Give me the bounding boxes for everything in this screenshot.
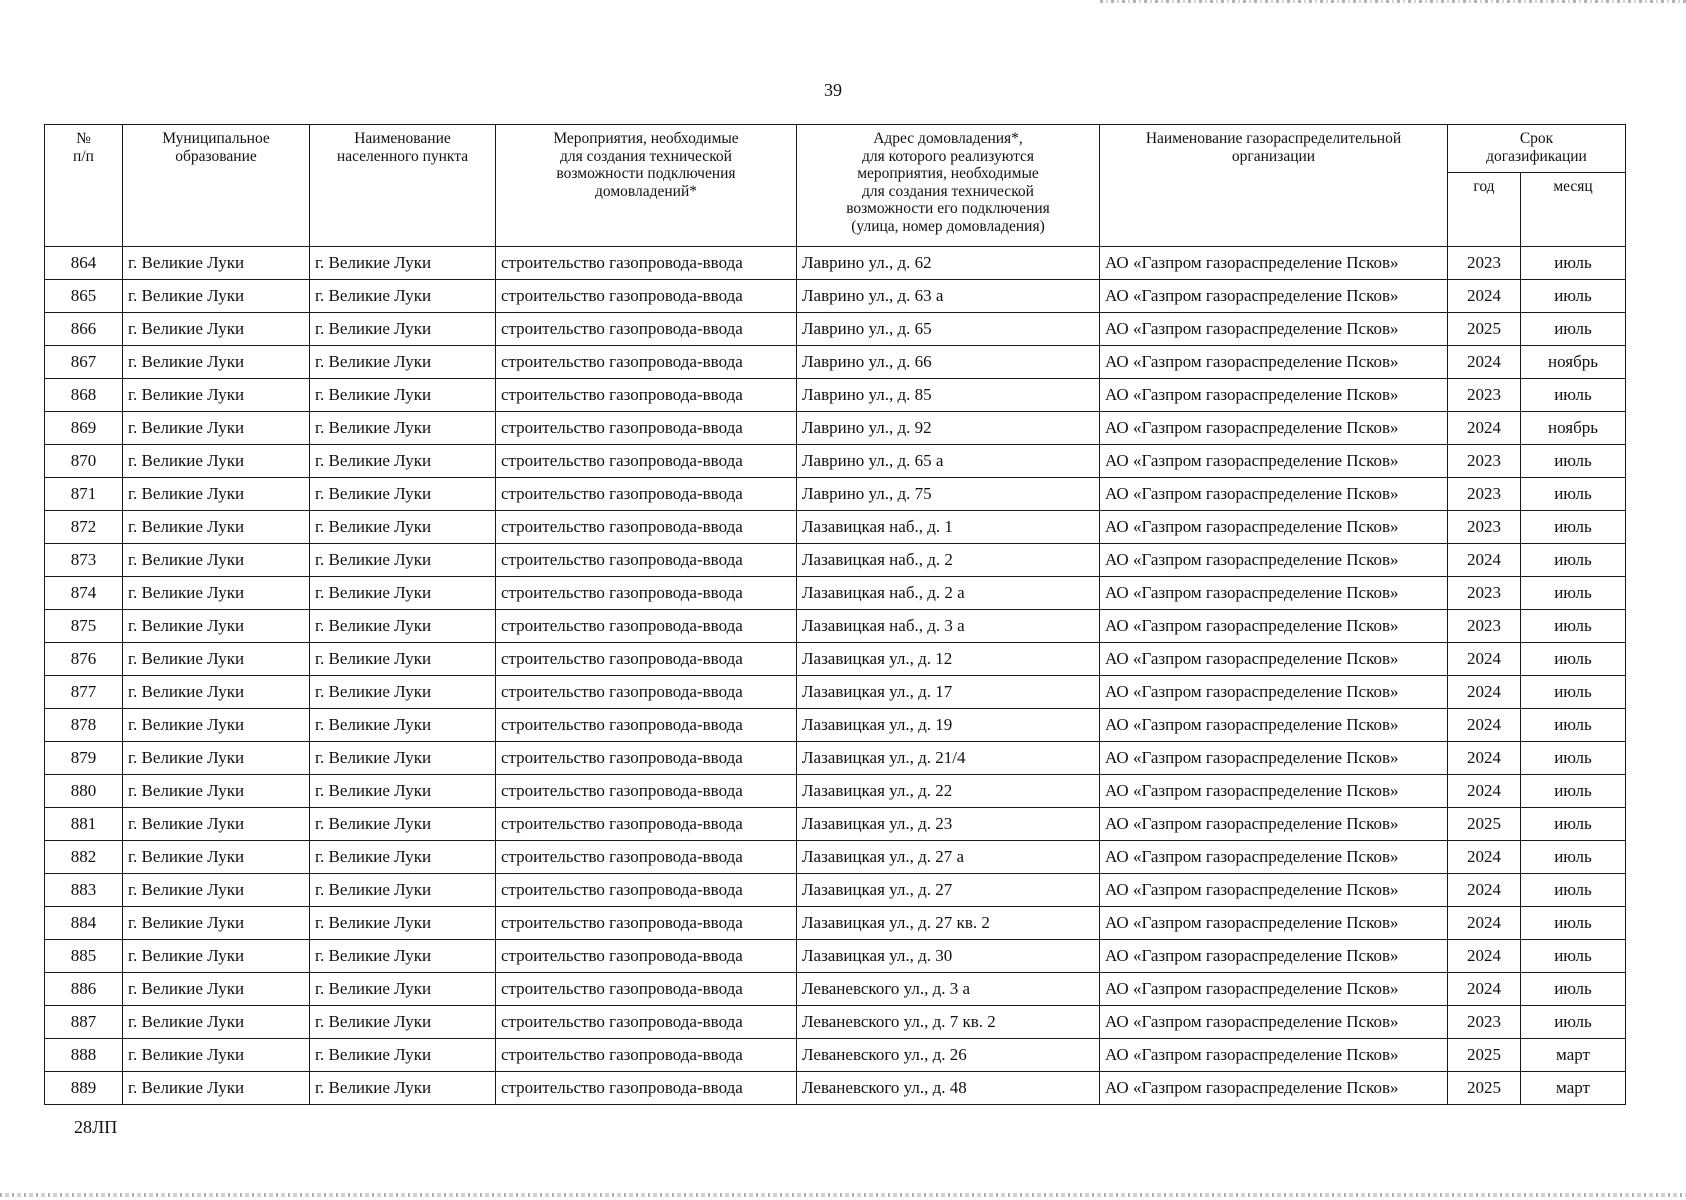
cell-settlement: г. Великие Луки: [310, 445, 496, 478]
cell-address: Лазавицкая наб., д. 1: [797, 511, 1100, 544]
header-num-text: № п/п: [73, 130, 94, 165]
cell-num: 875: [45, 610, 123, 643]
cell-settlement: г. Великие Луки: [310, 643, 496, 676]
cell-address: Лаврино ул., д. 65: [797, 313, 1100, 346]
cell-organization: АО «Газпром газораспределение Псков»: [1100, 775, 1448, 808]
cell-municipality: г. Великие Луки: [123, 577, 310, 610]
cell-organization: АО «Газпром газораспределение Псков»: [1100, 247, 1448, 280]
cell-num: 889: [45, 1072, 123, 1105]
table-row: [45, 544, 1626, 577]
cell-month: июль: [1521, 544, 1626, 577]
cell-measure: строительство газопровода-ввода: [496, 1006, 797, 1039]
cell-year: 2023: [1448, 379, 1521, 412]
cell-organization: АО «Газпром газораспределение Псков»: [1100, 709, 1448, 742]
cell-organization: АО «Газпром газораспределение Псков»: [1100, 610, 1448, 643]
cell-year: 2023: [1448, 445, 1521, 478]
cell-organization: АО «Газпром газораспределение Псков»: [1100, 544, 1448, 577]
cell-num: 880: [45, 775, 123, 808]
cell-organization: АО «Газпром газораспределение Псков»: [1100, 478, 1448, 511]
cell-month: июль: [1521, 280, 1626, 313]
cell-organization: АО «Газпром газораспределение Псков»: [1100, 1072, 1448, 1105]
header-settlement: [310, 125, 496, 247]
cell-measure: строительство газопровода-ввода: [496, 742, 797, 775]
cell-municipality: г. Великие Луки: [123, 280, 310, 313]
cell-measure: строительство газопровода-ввода: [496, 940, 797, 973]
cell-month: июль: [1521, 511, 1626, 544]
cell-settlement: г. Великие Луки: [310, 247, 496, 280]
cell-month: июль: [1521, 841, 1626, 874]
cell-municipality: г. Великие Луки: [123, 247, 310, 280]
cell-municipality: г. Великие Луки: [123, 379, 310, 412]
cell-municipality: г. Великие Луки: [123, 841, 310, 874]
cell-address: Леваневского ул., д. 7 кв. 2: [797, 1006, 1100, 1039]
table-row: [45, 973, 1626, 1006]
cell-organization: АО «Газпром газораспределение Псков»: [1100, 973, 1448, 1006]
cell-measure: строительство газопровода-ввода: [496, 379, 797, 412]
cell-municipality: г. Великие Луки: [123, 874, 310, 907]
cell-num: 882: [45, 841, 123, 874]
cell-municipality: г. Великие Луки: [123, 973, 310, 1006]
cell-municipality: г. Великие Луки: [123, 445, 310, 478]
cell-organization: АО «Газпром газораспределение Псков»: [1100, 346, 1448, 379]
cell-settlement: г. Великие Луки: [310, 709, 496, 742]
cell-num: 888: [45, 1039, 123, 1072]
cell-month: июль: [1521, 313, 1626, 346]
cell-measure: строительство газопровода-ввода: [496, 874, 797, 907]
cell-municipality: г. Великие Луки: [123, 742, 310, 775]
cell-year: 2024: [1448, 841, 1521, 874]
table-row: [45, 511, 1626, 544]
header-address: [797, 125, 1100, 247]
cell-address: Лазавицкая ул., д. 27 а: [797, 841, 1100, 874]
table-row: [45, 1072, 1626, 1105]
cell-address: Лаврино ул., д. 63 а: [797, 280, 1100, 313]
cell-settlement: г. Великие Луки: [310, 577, 496, 610]
table-row: [45, 709, 1626, 742]
cell-num: 883: [45, 874, 123, 907]
scan-artifact-top: [1100, 0, 1686, 3]
cell-measure: строительство газопровода-ввода: [496, 808, 797, 841]
cell-municipality: г. Великие Луки: [123, 346, 310, 379]
table-row: [45, 775, 1626, 808]
cell-month: ноябрь: [1521, 346, 1626, 379]
cell-year: 2023: [1448, 478, 1521, 511]
cell-organization: АО «Газпром газораспределение Псков»: [1100, 841, 1448, 874]
table-row: [45, 643, 1626, 676]
cell-num: 878: [45, 709, 123, 742]
cell-num: 881: [45, 808, 123, 841]
cell-organization: АО «Газпром газораспределение Псков»: [1100, 379, 1448, 412]
cell-settlement: г. Великие Луки: [310, 841, 496, 874]
table-row: [45, 742, 1626, 775]
cell-organization: АО «Газпром газораспределение Псков»: [1100, 643, 1448, 676]
cell-settlement: г. Великие Луки: [310, 280, 496, 313]
cell-month: июль: [1521, 742, 1626, 775]
cell-num: 884: [45, 907, 123, 940]
cell-settlement: г. Великие Луки: [310, 313, 496, 346]
table-row: [45, 808, 1626, 841]
cell-year: 2024: [1448, 874, 1521, 907]
cell-address: Лаврино ул., д. 85: [797, 379, 1100, 412]
cell-address: Лазавицкая ул., д. 23: [797, 808, 1100, 841]
cell-measure: строительство газопровода-ввода: [496, 907, 797, 940]
table-row: [45, 676, 1626, 709]
cell-settlement: г. Великие Луки: [310, 379, 496, 412]
cell-settlement: г. Великие Луки: [310, 742, 496, 775]
cell-address: Лазавицкая ул., д. 30: [797, 940, 1100, 973]
cell-municipality: г. Великие Луки: [123, 643, 310, 676]
cell-month: март: [1521, 1039, 1626, 1072]
gasification-table: [44, 124, 1626, 1105]
cell-organization: АО «Газпром газораспределение Псков»: [1100, 742, 1448, 775]
cell-month: июль: [1521, 247, 1626, 280]
cell-settlement: г. Великие Луки: [310, 1006, 496, 1039]
cell-month: июль: [1521, 775, 1626, 808]
cell-address: Лаврино ул., д. 75: [797, 478, 1100, 511]
cell-address: Лазавицкая ул., д. 21/4: [797, 742, 1100, 775]
cell-year: 2024: [1448, 544, 1521, 577]
cell-num: 868: [45, 379, 123, 412]
cell-organization: АО «Газпром газораспределение Псков»: [1100, 511, 1448, 544]
cell-address: Лазавицкая ул., д. 19: [797, 709, 1100, 742]
cell-address: Лаврино ул., д. 65 а: [797, 445, 1100, 478]
header-organization-text: Наименование газораспределительной организации: [1145, 130, 1402, 165]
cell-measure: строительство газопровода-ввода: [496, 445, 797, 478]
cell-organization: АО «Газпром газораспределение Псков»: [1100, 1006, 1448, 1039]
cell-num: 864: [45, 247, 123, 280]
cell-month: июль: [1521, 610, 1626, 643]
cell-measure: строительство газопровода-ввода: [496, 247, 797, 280]
scan-artifact-bottom: [0, 1193, 1686, 1197]
cell-organization: АО «Газпром газораспределение Псков»: [1100, 874, 1448, 907]
table-row: [45, 247, 1626, 280]
cell-municipality: г. Великие Луки: [123, 1039, 310, 1072]
cell-address: Лазавицкая ул., д. 27 кв. 2: [797, 907, 1100, 940]
cell-year: 2023: [1448, 247, 1521, 280]
cell-municipality: г. Великие Луки: [123, 907, 310, 940]
cell-month: июль: [1521, 808, 1626, 841]
cell-measure: строительство газопровода-ввода: [496, 709, 797, 742]
cell-month: июль: [1521, 940, 1626, 973]
cell-settlement: г. Великие Луки: [310, 874, 496, 907]
cell-measure: строительство газопровода-ввода: [496, 313, 797, 346]
cell-organization: АО «Газпром газораспределение Псков»: [1100, 412, 1448, 445]
header-organization: [1100, 125, 1448, 247]
table-row: [45, 478, 1626, 511]
cell-organization: АО «Газпром газораспределение Псков»: [1100, 577, 1448, 610]
cell-settlement: г. Великие Луки: [310, 940, 496, 973]
header-municipality-text: Муниципальное образование: [162, 130, 270, 165]
cell-num: 871: [45, 478, 123, 511]
cell-address: Лазавицкая ул., д. 27: [797, 874, 1100, 907]
cell-settlement: г. Великие Луки: [310, 478, 496, 511]
cell-month: июль: [1521, 1006, 1626, 1039]
page-number: 39: [824, 80, 842, 100]
table-row: [45, 874, 1626, 907]
cell-measure: строительство газопровода-ввода: [496, 577, 797, 610]
cell-organization: АО «Газпром газораспределение Псков»: [1100, 907, 1448, 940]
cell-num: 876: [45, 643, 123, 676]
cell-measure: строительство газопровода-ввода: [496, 841, 797, 874]
cell-address: Лазавицкая наб., д. 2 а: [797, 577, 1100, 610]
cell-address: Лазавицкая наб., д. 2: [797, 544, 1100, 577]
cell-num: 887: [45, 1006, 123, 1039]
cell-year: 2023: [1448, 610, 1521, 643]
cell-month: июль: [1521, 973, 1626, 1006]
cell-num: 874: [45, 577, 123, 610]
cell-organization: АО «Газпром газораспределение Псков»: [1100, 445, 1448, 478]
cell-municipality: г. Великие Луки: [123, 775, 310, 808]
cell-year: 2025: [1448, 313, 1521, 346]
cell-year: 2024: [1448, 973, 1521, 1006]
header-settlement-text: Наименование населенного пункта: [336, 130, 469, 165]
cell-num: 865: [45, 280, 123, 313]
cell-measure: строительство газопровода-ввода: [496, 478, 797, 511]
table-row: [45, 313, 1626, 346]
cell-address: Лаврино ул., д. 66: [797, 346, 1100, 379]
table-row: [45, 346, 1626, 379]
header-month: месяц: [1521, 173, 1626, 247]
cell-address: Лазавицкая ул., д. 22: [797, 775, 1100, 808]
cell-num: 872: [45, 511, 123, 544]
cell-municipality: г. Великие Луки: [123, 511, 310, 544]
cell-measure: строительство газопровода-ввода: [496, 1072, 797, 1105]
cell-municipality: г. Великие Луки: [123, 313, 310, 346]
cell-year: 2024: [1448, 676, 1521, 709]
header-address-text: Адрес домовладения*, для которого реализуются мероприятия, необходимые для создания технической возможности его подключения (улица, номер домовладения): [846, 130, 1050, 235]
cell-year: 2024: [1448, 907, 1521, 940]
cell-year: 2023: [1448, 577, 1521, 610]
cell-year: 2024: [1448, 775, 1521, 808]
cell-year: 2024: [1448, 412, 1521, 445]
cell-month: март: [1521, 1072, 1626, 1105]
cell-address: Лаврино ул., д. 62: [797, 247, 1100, 280]
cell-num: 870: [45, 445, 123, 478]
cell-municipality: г. Великие Луки: [123, 709, 310, 742]
table-row: [45, 610, 1626, 643]
cell-measure: строительство газопровода-ввода: [496, 346, 797, 379]
cell-month: июль: [1521, 478, 1626, 511]
table-row: [45, 907, 1626, 940]
header-term: [1448, 125, 1626, 173]
cell-year: 2024: [1448, 643, 1521, 676]
cell-measure: строительство газопровода-ввода: [496, 412, 797, 445]
header-measures-text: Мероприятия, необходимые для создания технической возможности подключения домовладений*: [553, 130, 739, 200]
cell-organization: АО «Газпром газораспределение Псков»: [1100, 1039, 1448, 1072]
cell-organization: АО «Газпром газораспределение Псков»: [1100, 313, 1448, 346]
cell-municipality: г. Великие Луки: [123, 808, 310, 841]
cell-organization: АО «Газпром газораспределение Псков»: [1100, 808, 1448, 841]
table-row: [45, 412, 1626, 445]
cell-municipality: г. Великие Луки: [123, 544, 310, 577]
cell-num: 877: [45, 676, 123, 709]
cell-settlement: г. Великие Луки: [310, 973, 496, 1006]
cell-settlement: г. Великие Луки: [310, 808, 496, 841]
cell-year: 2024: [1448, 742, 1521, 775]
table-row: [45, 1039, 1626, 1072]
table-row: [45, 841, 1626, 874]
cell-organization: АО «Газпром газораспределение Псков»: [1100, 676, 1448, 709]
cell-address: Леваневского ул., д. 48: [797, 1072, 1100, 1105]
cell-month: июль: [1521, 379, 1626, 412]
cell-num: 867: [45, 346, 123, 379]
cell-settlement: г. Великие Луки: [310, 412, 496, 445]
cell-settlement: г. Великие Луки: [310, 775, 496, 808]
cell-measure: строительство газопровода-ввода: [496, 1039, 797, 1072]
cell-measure: строительство газопровода-ввода: [496, 973, 797, 1006]
cell-settlement: г. Великие Луки: [310, 511, 496, 544]
cell-municipality: г. Великие Луки: [123, 478, 310, 511]
cell-year: 2024: [1448, 940, 1521, 973]
cell-num: 886: [45, 973, 123, 1006]
cell-address: Лазавицкая наб., д. 3 а: [797, 610, 1100, 643]
table-row: [45, 1006, 1626, 1039]
table-row: [45, 940, 1626, 973]
cell-measure: строительство газопровода-ввода: [496, 610, 797, 643]
cell-measure: строительство газопровода-ввода: [496, 643, 797, 676]
cell-settlement: г. Великие Луки: [310, 1072, 496, 1105]
cell-year: 2024: [1448, 280, 1521, 313]
cell-measure: строительство газопровода-ввода: [496, 544, 797, 577]
cell-settlement: г. Великие Луки: [310, 1039, 496, 1072]
header-term-text: Срок догазификации: [1486, 130, 1587, 165]
cell-month: июль: [1521, 709, 1626, 742]
cell-municipality: г. Великие Луки: [123, 676, 310, 709]
cell-measure: строительство газопровода-ввода: [496, 280, 797, 313]
cell-num: 879: [45, 742, 123, 775]
table-row: [45, 445, 1626, 478]
cell-year: 2024: [1448, 709, 1521, 742]
cell-municipality: г. Великие Луки: [123, 412, 310, 445]
cell-year: 2023: [1448, 1006, 1521, 1039]
cell-month: июль: [1521, 676, 1626, 709]
footer-code: 28ЛП: [74, 1117, 118, 1137]
cell-year: 2025: [1448, 1039, 1521, 1072]
header-municipality: [123, 125, 310, 247]
cell-month: июль: [1521, 907, 1626, 940]
cell-month: июль: [1521, 643, 1626, 676]
cell-month: июль: [1521, 577, 1626, 610]
cell-municipality: г. Великие Луки: [123, 1072, 310, 1105]
cell-year: 2023: [1448, 511, 1521, 544]
cell-settlement: г. Великие Луки: [310, 676, 496, 709]
cell-num: 866: [45, 313, 123, 346]
cell-settlement: г. Великие Луки: [310, 610, 496, 643]
cell-month: июль: [1521, 445, 1626, 478]
cell-address: Лазавицкая ул., д. 12: [797, 643, 1100, 676]
cell-address: Леваневского ул., д. 3 а: [797, 973, 1100, 1006]
cell-organization: АО «Газпром газораспределение Псков»: [1100, 940, 1448, 973]
cell-month: июль: [1521, 874, 1626, 907]
cell-address: Леваневского ул., д. 26: [797, 1039, 1100, 1072]
header-num: [45, 125, 123, 247]
cell-month: ноябрь: [1521, 412, 1626, 445]
cell-measure: строительство газопровода-ввода: [496, 775, 797, 808]
cell-measure: строительство газопровода-ввода: [496, 511, 797, 544]
cell-address: Лазавицкая ул., д. 17: [797, 676, 1100, 709]
cell-municipality: г. Великие Луки: [123, 940, 310, 973]
cell-municipality: г. Великие Луки: [123, 610, 310, 643]
table-row: [45, 577, 1626, 610]
cell-settlement: г. Великие Луки: [310, 907, 496, 940]
cell-measure: строительство газопровода-ввода: [496, 676, 797, 709]
header-year: год: [1448, 173, 1521, 247]
cell-year: 2024: [1448, 346, 1521, 379]
cell-settlement: г. Великие Луки: [310, 544, 496, 577]
cell-year: 2025: [1448, 808, 1521, 841]
cell-num: 885: [45, 940, 123, 973]
cell-municipality: г. Великие Луки: [123, 1006, 310, 1039]
cell-num: 873: [45, 544, 123, 577]
header-measures: [496, 125, 797, 247]
cell-settlement: г. Великие Луки: [310, 346, 496, 379]
table-body: [45, 247, 1626, 1105]
cell-address: Лаврино ул., д. 92: [797, 412, 1100, 445]
table-row: [45, 280, 1626, 313]
cell-num: 869: [45, 412, 123, 445]
cell-year: 2025: [1448, 1072, 1521, 1105]
cell-organization: АО «Газпром газораспределение Псков»: [1100, 280, 1448, 313]
table-row: [45, 379, 1626, 412]
